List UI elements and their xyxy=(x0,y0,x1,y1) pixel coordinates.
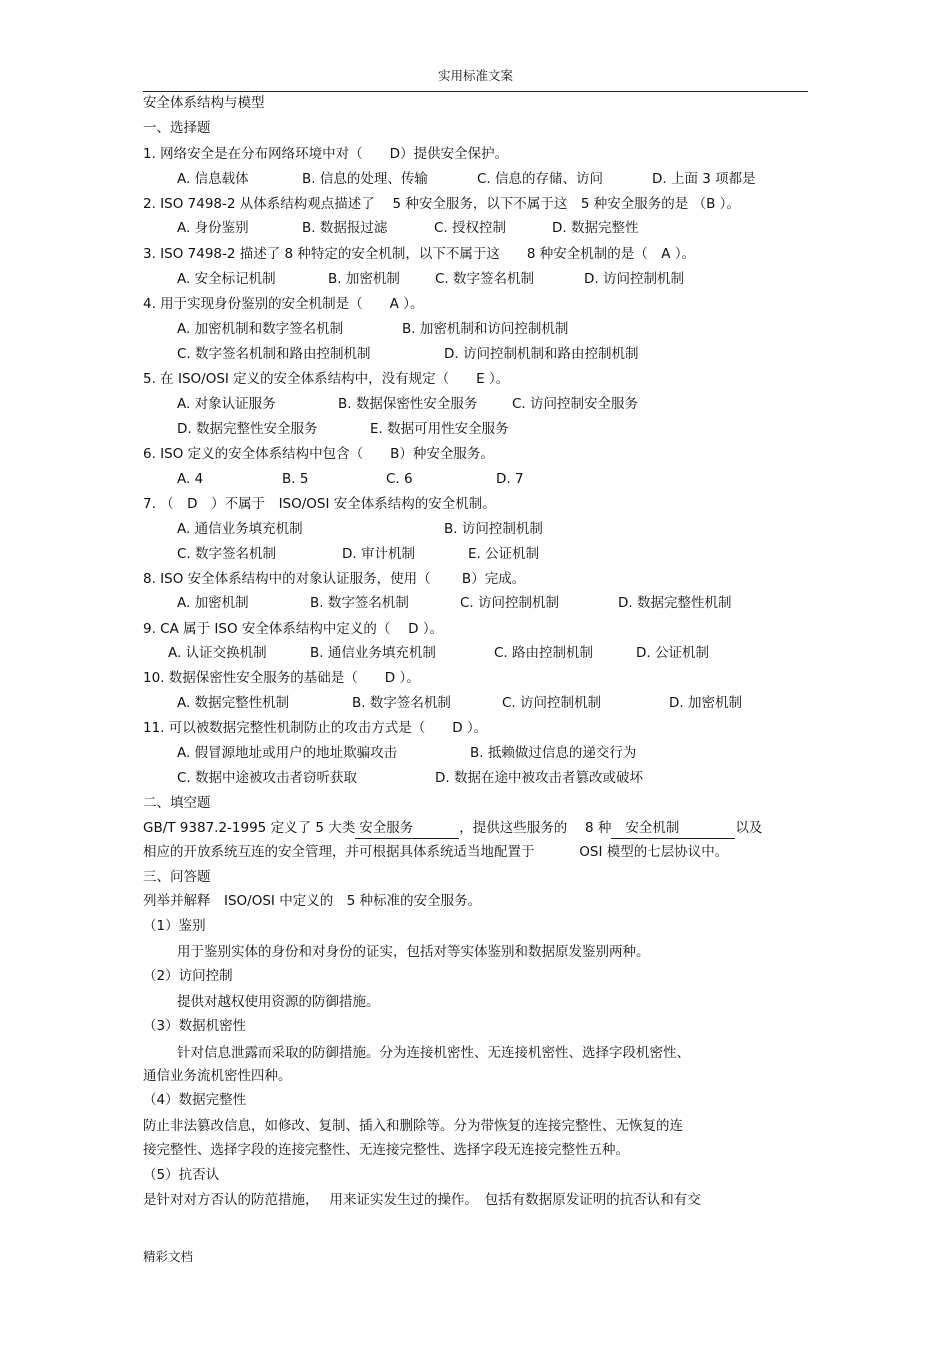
q3-option-a: A. 安全标记机制 xyxy=(177,271,276,287)
question-4: 4. 用于实现身份鉴别的安全机制是（ A ）。 xyxy=(143,296,424,312)
q2-option-b: B. 数据报过滤 xyxy=(302,220,388,236)
q1-option-b: B. 信息的处理、传输 xyxy=(302,171,428,187)
question-8: 8. ISO 安全体系结构中的对象认证服务，使用（ B）完成。 xyxy=(143,571,526,587)
page-footer: 精彩文档 xyxy=(143,1249,194,1264)
doc-title: 安全体系结构与模型 xyxy=(143,95,265,111)
answer-4-text-1: 防止非法篡改信息，如修改、复制、插入和删除等。分为带恢复的连接完整性、无恢复的连 xyxy=(143,1118,683,1134)
answer-2-text: 提供对越权使用资源的防御措施。 xyxy=(177,994,380,1010)
section-fill: 二、填空题 xyxy=(143,795,211,811)
q7-option-c: C. 数字签名机制 xyxy=(177,546,277,562)
q4-option-a: A. 加密机制和数字签名机制 xyxy=(177,321,344,337)
q11-option-c: C. 数据中途被攻击者窃听获取 xyxy=(177,770,358,786)
q11-option-d: D. 数据在途中被攻击者篡改或破坏 xyxy=(435,770,643,786)
q6-option-a: A. 4 xyxy=(177,471,204,487)
answer-1-head: （1）鉴别 xyxy=(143,918,206,934)
q9-option-b: B. 通信业务填充机制 xyxy=(310,645,436,661)
fill-text-1: GB/T 9387.2-1995 定义了 5 大类 xyxy=(143,820,356,836)
answer-2-head: （2）访问控制 xyxy=(143,968,233,984)
q10-option-d: D. 加密机制 xyxy=(669,695,742,711)
q1-option-d: D. 上面 3 项都是 xyxy=(652,171,756,187)
question-1: 1. 网络安全是在分布网络环境中对（ D）提供安全保护。 xyxy=(143,146,509,162)
fill-blank-2: 安全机制 xyxy=(611,818,735,839)
question-11: 11. 可以被数据完整性机制防止的攻击方式是（ D ）。 xyxy=(143,720,488,736)
q7-option-b: B. 访问控制机制 xyxy=(444,521,543,537)
q5-option-a: A. 对象认证服务 xyxy=(177,396,276,412)
question-5: 5. 在 ISO/OSI 定义的安全体系结构中，没有规定（ E ）。 xyxy=(143,371,510,387)
q11-option-b: B. 抵赖做过信息的递交行为 xyxy=(470,745,637,761)
q2-option-d: D. 数据完整性 xyxy=(552,220,639,236)
q9-option-a: A. 认证交换机制 xyxy=(168,645,267,661)
question-7: 7. （ D ）不属于 ISO/OSI 安全体系结构的安全机制。 xyxy=(143,496,496,512)
answer-4-head: （4）数据完整性 xyxy=(143,1092,247,1108)
q3-option-d: D. 访问控制机制 xyxy=(584,271,684,287)
q2-option-a: A. 身份鉴别 xyxy=(177,220,249,236)
answer-3-text-1: 针对信息泄露而采取的防御措施。分为连接机密性、无连接机密性、选择字段机密性、 xyxy=(177,1045,690,1061)
q3-option-c: C. 数字签名机制 xyxy=(435,271,535,287)
q9-option-c: C. 路由控制机制 xyxy=(494,645,594,661)
q2-option-c: C. 授权控制 xyxy=(434,220,507,236)
q8-option-c: C. 访问控制机制 xyxy=(460,595,560,611)
q5-option-d: D. 数据完整性安全服务 xyxy=(177,421,318,437)
q8-option-b: B. 数字签名机制 xyxy=(310,595,409,611)
q11-option-a: A. 假冒源地址或用户的地址欺骗攻击 xyxy=(177,745,398,761)
fill-line-2: 相应的开放系统互连的安全管理，并可根据具体系统适当地配置于 OSI 模型的七层协议中。 xyxy=(143,844,729,860)
q10-option-a: A. 数据完整性机制 xyxy=(177,695,290,711)
q5-option-e: E. 数据可用性安全服务 xyxy=(370,421,509,437)
question-9: 9. CA 属于 ISO 安全体系结构中定义的（ D ）。 xyxy=(143,621,444,637)
q7-option-e: E. 公证机制 xyxy=(468,546,540,562)
answer-4-text-2: 接完整性、选择字段的连接完整性、无连接完整性、选择字段无连接完整性五种。 xyxy=(143,1142,629,1158)
q1-option-a: A. 信息载体 xyxy=(177,171,249,187)
answer-1-text: 用于鉴别实体的身份和对身份的证实，包括对等实体鉴别和数据原发鉴别两种。 xyxy=(177,944,650,960)
question-2: 2. ISO 7498-2 从体系结构观点描述了 5 种安全服务，以下不属于这 5 种安全服务的是 （B ）。 xyxy=(143,196,740,212)
q5-option-c: C. 访问控制安全服务 xyxy=(512,396,639,412)
answer-5-text-1: 是针对对方否认的防范措施， 用来证实发生过的操作。 包括有数据原发证明的抗否认和有交 xyxy=(143,1192,701,1208)
fill-text-2: ，提供这些服务的 8 种 xyxy=(459,820,612,836)
fill-blank-1: 安全服务 xyxy=(355,818,459,839)
q1-option-c: C. 信息的存储、访问 xyxy=(477,171,604,187)
q6-option-d: D. 7 xyxy=(496,471,524,487)
q6-option-c: C. 6 xyxy=(386,471,413,487)
q9-option-d: D. 公证机制 xyxy=(636,645,709,661)
section-qa: 三、问答题 xyxy=(143,869,211,885)
q8-option-d: D. 数据完整性机制 xyxy=(618,595,732,611)
q10-option-c: C. 访问控制机制 xyxy=(502,695,602,711)
q3-option-b: B. 加密机制 xyxy=(328,271,400,287)
q6-option-b: B. 5 xyxy=(282,471,309,487)
section-choice: 一、选择题 xyxy=(143,120,211,136)
question-3: 3. ISO 7498-2 描述了 8 种特定的安全机制，以下不属于这 8 种安全机制的是（ A ）。 xyxy=(143,246,696,262)
q7-option-d: D. 审计机制 xyxy=(342,546,415,562)
q4-option-d: D. 访问控制机制和路由控制机制 xyxy=(444,346,639,362)
qa-question: 列举并解释 ISO/OSI 中定义的 5 种标准的安全服务。 xyxy=(143,893,482,909)
answer-5-head: （5）抗否认 xyxy=(143,1167,220,1183)
q4-option-c: C. 数字签名机制和路由控制机制 xyxy=(177,346,371,362)
q4-option-b: B. 加密机制和访问控制机制 xyxy=(402,321,569,337)
q5-option-b: B. 数据保密性安全服务 xyxy=(338,396,478,412)
page-header: 实用标准文案 xyxy=(143,66,808,92)
question-10: 10. 数据保密性安全服务的基础是（ D ）。 xyxy=(143,670,420,686)
q8-option-a: A. 加密机制 xyxy=(177,595,249,611)
q10-option-b: B. 数字签名机制 xyxy=(352,695,451,711)
answer-3-text-2: 通信业务流机密性四种。 xyxy=(143,1068,292,1084)
fill-line-1 xyxy=(143,818,762,839)
question-6: 6. ISO 定义的安全体系结构中包含（ B）种安全服务。 xyxy=(143,446,494,462)
fill-text-3: 以及 xyxy=(735,820,763,836)
q7-option-a: A. 通信业务填充机制 xyxy=(177,521,303,537)
answer-3-head: （3）数据机密性 xyxy=(143,1018,247,1034)
